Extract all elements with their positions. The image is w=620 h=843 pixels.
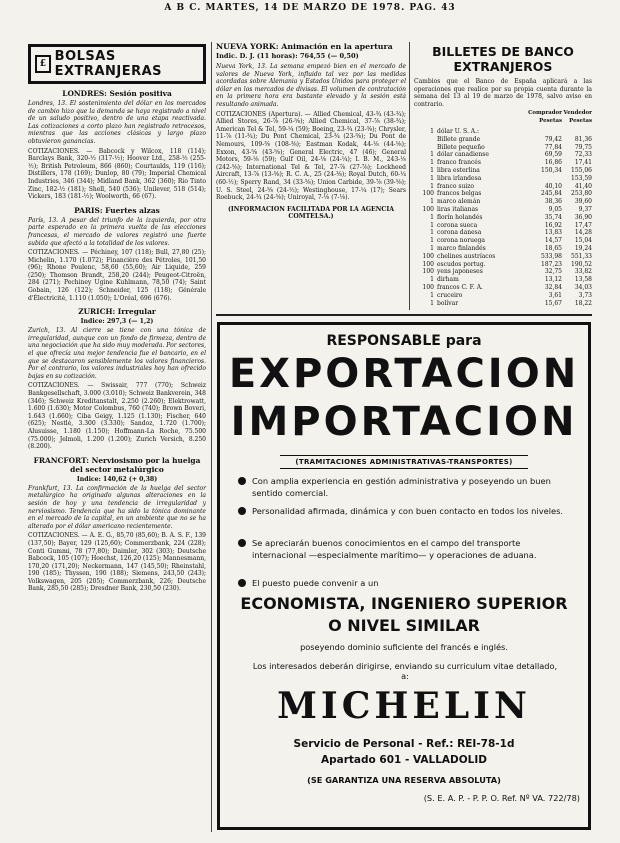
- rate-row: [414, 284, 592, 292]
- column-divider-left: [211, 42, 212, 332]
- rate-currency: francos belgas: [437, 190, 482, 198]
- paris-quotes: COTIZACIONES. — Péchiney, 107 (118); Bull, 27,80 (25); Michelin, 1.170 (1.072); Financière des Pétroles, 101,50 (96); Rhone Poulenc, 58,60 (55,60); Air Liquide, 259 (250); Thomson Brandt, 258,20 (244); Peugeot-Citroën, 284 (271); Pechiney Ugine Kuhlmann, 78,50 (74); Saint Gobain, 126 (122); Schneider, 125 (118); Générale d'Électricité, 1.110 (1.050); L'Oréal, 696 (676).: [28, 249, 206, 302]
- rate-sell: 34,03: [574, 283, 592, 291]
- rate-currency: libra esterlina: [437, 166, 480, 174]
- frankfurt-title: FRANCFORT: Nerviosismo por la huelga del sector metalúrgico: [33, 455, 201, 474]
- rate-currency: franco suizo: [437, 182, 475, 190]
- rate-buy: 533,98: [541, 252, 562, 260]
- rate-buy: 9,05: [548, 205, 562, 213]
- rate-units: 1: [430, 291, 434, 299]
- section-banner-title: BOLSAS EXTRANJERAS: [54, 49, 163, 79]
- rate-sell: 81,36: [574, 135, 592, 143]
- ad-reserva: (SE GARANTIZA UNA RESERVA ABSOLUTA): [307, 775, 501, 785]
- rate-units: 1: [430, 159, 434, 167]
- rate-buy: 187,23: [541, 260, 562, 268]
- rate-currency: franco francés: [437, 159, 481, 167]
- ad-exportacion: EXPORTACION: [228, 351, 580, 397]
- rate-sell: 13,58: [574, 276, 592, 284]
- rate-currency: escudos portug.: [437, 260, 486, 268]
- bullet-icon: [238, 579, 246, 587]
- new-york-title: NUEVA YORK: Animación en la apertura: [216, 42, 393, 51]
- rate-sell: 3,73: [578, 291, 592, 299]
- ad-importacion: IMPORTACION: [230, 399, 578, 445]
- bullet-icon: [238, 477, 246, 485]
- agency-credit: (INFORMACION FACILITADA POR LA AGENCIA COMTELSA.): [227, 205, 395, 220]
- rate-row: [414, 136, 592, 144]
- rates-table: [414, 110, 592, 307]
- rate-currency: dólar canadiense: [437, 151, 489, 159]
- ad-idiomas: poseyendo dominio suficiente del francés e inglés.: [300, 642, 508, 652]
- rate-buy: [528, 128, 562, 136]
- rate-units: 1: [430, 198, 434, 206]
- rate-units: 1: [430, 213, 434, 221]
- buy-header: Comprador Pesetas: [528, 110, 562, 125]
- rate-sell: 39,60: [574, 198, 592, 206]
- ad-requirement-text: Personalidad afirmada, dinámica y con buen contacto en todos los niveles.: [252, 506, 564, 516]
- rate-row: [414, 206, 592, 214]
- rate-currency: marco finlandés: [437, 244, 486, 252]
- ad-servicio: Servicio de Personal - Ref.: REI-78-1d: [293, 738, 515, 750]
- page-header: A B C. MARTES, 14 DE MARZO DE 1978. PAG. 43: [164, 3, 456, 13]
- column-divider-left-lower: [211, 332, 212, 832]
- rate-row: [414, 175, 592, 183]
- rate-row: [414, 292, 592, 300]
- rate-units: [414, 136, 437, 144]
- rate-row: [414, 144, 592, 152]
- rate-buy: 14,57: [544, 237, 562, 245]
- rate-currency: corona noruega: [437, 237, 485, 245]
- rate-sell: 41,40: [574, 182, 592, 190]
- rate-row: [414, 190, 592, 198]
- michelin-advertisement: [217, 322, 591, 830]
- frankfurt-text: Frankfurt, 13. La confirmación de la huelga del sector metalúrgico ha originado algunas alteraciones en la sesión de hoy y una tendencia de irregularidad y nerviosismo. Tendencia que ha sido la tónica dominante en el mercado de la capital, en un ambiente que no se ha alterado por el dólar americano recientemente.: [28, 484, 206, 530]
- rate-currency: Billete grande: [437, 135, 481, 143]
- rate-currency: corona sueca: [437, 221, 478, 229]
- rate-sell: 19,24: [574, 244, 592, 252]
- zurich-quotes: COTIZACIONES. — Swissair, 777 (770); Schweiz Bankgesellschaft, 3.000 (3.010); Schweiz Bankverein, 348 (346); Schweiz Kreditanstalt, 2.250 (2.260); Elektrowatt, 1.600 (1.630); Motor Colombus, 760 (740); Brown Boveri, 1.643 (1.660); Ciba Geigy, 1.125 (1.130); Fischer, 640 (625); Nestlé, 3.300 (3.330); Sandoz, 1.720 (1.700); Alusuisse, 1.180 (1.150); Hoffmann-La Roche, 75.500 (75.000); Jelmoli, 1.200 (1.200); Zurich Versich, 8.250 (8.200).: [28, 382, 206, 451]
- rate-buy: 32,84: [544, 283, 562, 291]
- rate-buy: 69,59: [544, 151, 562, 159]
- rate-sell: 551,33: [571, 252, 592, 260]
- rate-units: 100: [422, 283, 434, 291]
- rate-units: 1: [430, 221, 434, 229]
- ad-brand-logo: MICHELIN: [277, 685, 531, 727]
- frankfurt-index: Indice: 140,62 (+ 0,38): [76, 475, 158, 483]
- frankfurt-quotes: COTIZACIONES. — A. E. G., 85,70 (85,60); B. A. S. F., 139 (137,50); Bayer, 129 (125,60); Commerzbank, 224 (228); Conti Gummi, 78 (77,80); Daimler, 302 (303); Deutsche Babcock, 105 (107); Hoechst, 126,20 (125); Mannesmann, 170,20 (171,20); Neckermann, 147 (145,50); Rheinstahl, 190 (185); Thyssen, 190 (188); Siemens, 243,50 (243); Volkswagen, 205 (205); Commerzbank, 226; Deutsche Bank, 285,50 (285); Dresdner Bank, 230,50 (230).: [28, 532, 206, 593]
- ad-apartado: Apartado 601 - VALLADOLID: [321, 754, 487, 766]
- rate-row: [414, 151, 592, 159]
- rate-buy: 13,12: [544, 276, 562, 284]
- rate-buy: [528, 175, 562, 183]
- rate-currency: libra irlandesa: [437, 174, 482, 182]
- rate-buy: 77,84: [544, 143, 562, 151]
- rate-units: 1: [430, 237, 434, 245]
- rate-units: 1: [430, 166, 434, 174]
- paris-text: París, 13. A pesar del triunfo de la izquierda, por otra parte esperado en la primera vuelta de las elecciones francesas, el mercado de valores registró una fuerte subida que afectó a la totalidad de los valores.: [28, 216, 206, 247]
- zurich-title: ZURICH: Irregular: [78, 307, 156, 317]
- rate-row: [414, 268, 592, 276]
- rate-units: 1: [430, 174, 434, 182]
- ad-responsable: RESPONSABLE para: [326, 333, 482, 349]
- rate-row: [414, 167, 592, 175]
- rate-units: 1: [430, 229, 434, 237]
- rate-currency: cruceiro: [437, 291, 463, 299]
- ad-interesados: Los interesados deberán dirigirse, enviando su curriculum vitae detallado, a:: [252, 661, 558, 681]
- banknotes-intro: Cambios que el Banco de España aplicará a las operaciones que realice por su propia cuenta durante la semana del 13 al 19 de marzo de 1978, salvo aviso en contrario.: [414, 78, 592, 108]
- ad-tramitaciones: (TRAMITACIONES ADMINISTRATIVAS-TRANSPORTES): [280, 455, 528, 469]
- rate-sell: 9,37: [578, 205, 592, 213]
- rate-buy: 79,42: [544, 135, 562, 143]
- ad-requirement-text: Con amplia experiencia en gestión administrativa y poseyendo un buen sentido comercial.: [252, 476, 551, 498]
- rate-sell: 36,90: [574, 213, 592, 221]
- ad-economista: ECONOMISTA, INGENIERO SUPERIOR: [240, 594, 568, 613]
- paris-title: PARIS: Fuertes alzas: [74, 205, 160, 215]
- pound-sign-icon: £: [35, 55, 51, 73]
- ad-requirement: [238, 475, 572, 499]
- rate-units: 100: [422, 252, 434, 260]
- rate-row: [414, 222, 592, 230]
- rate-sell: 14,28: [574, 229, 592, 237]
- rate-buy: 16,92: [544, 221, 562, 229]
- ad-requirement: [238, 577, 572, 589]
- zurich-text: Zurich, 13. Al cierre se tiene con una tónica de irregularidad, aunque con un fondo de firmeza, dentro de una negociación que ha sido muy moderada. Por sectores, el que ofrecía una mejor tendencia fue el bancario, en el que se destacaron sensiblemente los valores financieros. Por el contrario, los valores industriales hoy han ofrecido bajas en su cotización.: [28, 327, 206, 380]
- rate-sell: 72,33: [574, 151, 592, 159]
- rate-row: [414, 229, 592, 237]
- new-york-column: [216, 42, 406, 220]
- new-york-quotes: COTIZACIONES (Apertura). — Allied Chemical, 43-¾ (43-¾); Allied Stores, 26-⅞ (26-⅝); Allied Chemical, 37-⅞ (38-¾); American Tel & Tel, 59-¼ (59); Boeing, 23-¾ (23-⅜); Chrysler, 11-⅞ (11-¾); Du Pont Chemical, 23-¾ (23-⅜); Du Pont de Nemours, 109-⅜ (108-⅜); Eastman Kodak, 44-⅛ (44-⅛); Exxon, 43-⅝ (43-⅝); General Electric, 47 (46); General Motors, 59-⅛ (59); Gulf Oil, 24-⅛ (24-¼); I. B. M., 243-⅛ (242-⅝); International Tel & Tel, 27-⅞ (27-⅞); Lockheed Aircraft, 13-⅞ (13-⅝); R. C. A., 25 (24-⅜); Royal Dutch, 60-¼ (60-½); Sperry Rand, 34 (33-⅝); Union Carbide, 39-⅞ (39-⅝); U. S. Steel, 24-⅝ (24-½); Westinghouse, 17-¼ (17); Sears Roebuck, 24-¾ (24-⅝); Uniroyal, 7-⅛ (7-⅛).: [216, 110, 406, 202]
- rate-units: 1: [430, 151, 434, 159]
- rate-sell: 190,52: [571, 260, 592, 268]
- rate-row: [414, 253, 592, 261]
- rate-row: [414, 261, 592, 269]
- rate-units: 1: [430, 299, 434, 307]
- rate-buy: 15,67: [544, 299, 562, 307]
- rate-buy: 16,86: [544, 159, 562, 167]
- bullet-icon: [238, 539, 246, 547]
- zurich-index: Indice: 297,3 (— 1,2): [80, 318, 154, 326]
- rate-currency: Billete pequeño: [437, 143, 485, 151]
- london-title: LONDRES: Sesión positiva: [62, 89, 172, 98]
- rate-currency: dirham: [437, 276, 459, 284]
- rate-units: 100: [422, 205, 434, 213]
- rates-header-row: [414, 110, 592, 128]
- ad-requirement-text: El puesto puede convenir a un: [252, 578, 379, 588]
- rate-currency: liras italianas: [437, 205, 479, 213]
- column-divider-right: [409, 42, 410, 310]
- rate-row: [414, 128, 592, 136]
- rate-row: [414, 276, 592, 284]
- rate-sell: 17,41: [574, 159, 592, 167]
- sell-header: Vendedor Pesetas: [563, 110, 592, 125]
- rate-row: [414, 183, 592, 191]
- rate-sell: 15,04: [574, 237, 592, 245]
- rate-units: [414, 144, 437, 152]
- new-york-index: Indic. D. J. (11 horas): 764,55 (— 0,50): [216, 52, 359, 60]
- rate-row: [414, 159, 592, 167]
- rate-row: [414, 237, 592, 245]
- banknotes-column: [414, 42, 592, 307]
- rate-units: 100: [422, 268, 434, 276]
- rate-currency: marco alemán: [437, 198, 481, 206]
- rate-buy: 18,65: [544, 244, 562, 252]
- rate-currency: bolívar: [437, 299, 459, 307]
- foreign-markets-column: [28, 42, 206, 595]
- rate-currency: corona danesa: [437, 229, 482, 237]
- rate-sell: 17,47: [574, 221, 592, 229]
- rate-units: 1: [430, 244, 434, 252]
- rate-buy: 13,83: [544, 229, 562, 237]
- rate-sell: 79,75: [574, 143, 592, 151]
- rate-row: [414, 198, 592, 206]
- ad-top-rule: [216, 314, 592, 316]
- rate-buy: 3,61: [548, 291, 562, 299]
- new-york-text: Nueva York, 13. La semana empezó bien en el mercado de valores de Nueva York, influido tal vez por las medidas acordadas sobre Alemania y Estados Unidos para proteger el dólar en los mercados de divisas. El volumen de contratación en la primera hora era bastante elevado y la sesión está resultando animada.: [216, 63, 406, 108]
- rate-buy: 32,75: [544, 268, 562, 276]
- rate-units: 100: [422, 260, 434, 268]
- rate-sell: 155,06: [571, 166, 592, 174]
- rate-buy: 35,74: [544, 213, 562, 221]
- ad-nivel: O NIVEL SIMILAR: [328, 616, 480, 635]
- rate-buy: 245,84: [541, 190, 562, 198]
- rate-buy: 38,36: [544, 198, 562, 206]
- ad-reference: (S. E. A. P. - P. P. O. Ref. Nº VA. 722/78): [423, 793, 580, 803]
- ad-requirement: [238, 537, 572, 561]
- bullet-icon: [238, 507, 246, 515]
- rate-buy: 150,34: [541, 166, 562, 174]
- rate-row: [414, 245, 592, 253]
- rate-sell: 18,22: [574, 299, 592, 307]
- london-text: Londres, 13. El sostenimiento del dólar en los mercados de cambio hizo que la demanda se haya registrado a nivel de un saludo positivo, dentro de una etapa reactivada. Las cotizaciones a corto plazo han registrado retrocesos, mientras que las acciones clásicas y largo plazo obtuvieron ganancias.: [28, 100, 206, 145]
- rate-sell: 253,80: [571, 190, 592, 198]
- rate-currency: florín holandés: [437, 213, 483, 221]
- rate-currency: dólar U. S. A.:: [437, 127, 480, 135]
- rate-sell: 33,82: [574, 268, 592, 276]
- rate-units: 1: [430, 276, 434, 284]
- rate-currency: chelines austríacos: [437, 252, 496, 260]
- rate-currency: yens japoneses: [437, 268, 483, 276]
- rate-row: [414, 214, 592, 222]
- rate-sell: [562, 128, 592, 136]
- rate-units: 1: [430, 127, 434, 135]
- rate-currency: francos C. F. A.: [437, 283, 483, 291]
- ad-requirement-text: Se apreciarán buenos conocimientos en el campo del transporte internacional —especialmente marítimo— y operaciones de aduana.: [252, 538, 537, 560]
- rate-units: 1: [430, 182, 434, 190]
- london-quotes: COTIZACIONES. — Babcock y Wilcox, 118 (114); Barclays Bank, 320-½ (317-½); Hoover Ltd., 258-½ (255-½); British Petroleum, 866 (860); Courtaulds, 119 (116); Distillers, 178 (169); Dunlop, 80 (79); Imperial Chemical Industries, 346 (344); Midland Bank, 362 (360); Rio Tinto Zinc, 182-½ (181); Shell, 540 (536); Unilever, 518 (514); Vickers, 183 (181-½); Woolworth, 66 (67).: [28, 147, 206, 201]
- ad-requirement: [238, 505, 572, 517]
- section-banner: [28, 44, 206, 84]
- rate-units: 100: [422, 190, 434, 198]
- rate-buy: 40,10: [544, 182, 562, 190]
- rate-row: [414, 300, 592, 308]
- rate-sell: 153,59: [571, 174, 592, 182]
- banknotes-title: BILLETES DE BANCO EXTRANJEROS: [432, 44, 574, 74]
